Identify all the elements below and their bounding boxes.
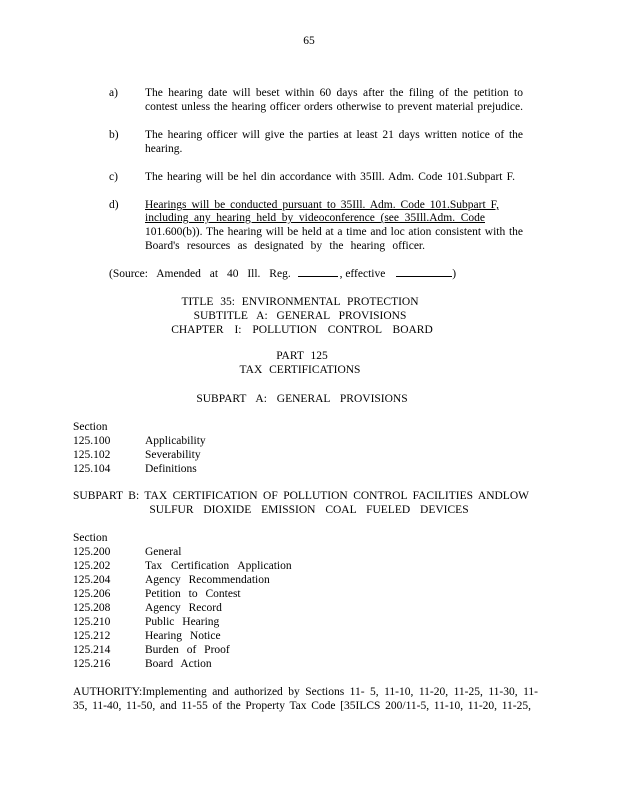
item-label-c: c)	[109, 171, 118, 183]
item-b-line-2: hearing.	[145, 143, 183, 155]
item-b-line-1: The hearing officer will give the parties at least 21 days written notice of the	[145, 129, 523, 141]
toc-title-202: Tax Certification Application	[145, 560, 292, 572]
toc-title-100: Applicability	[145, 435, 206, 447]
toc-num-104: 125.104	[73, 463, 111, 475]
toc-title-204: Agency Recommendation	[145, 574, 270, 586]
source-suffix: )	[452, 268, 457, 280]
authority-line-1: AUTHORITY:Implementing and authorized by Sections 11- 5, 11-10, 11-20, 11-25, 11-30, 11-	[73, 686, 538, 698]
toc-title-102: Severability	[145, 449, 201, 461]
toc-num-210: 125.210	[73, 616, 111, 628]
title-heading: TITLE 35: ENVIRONMENTAL PROTECTION	[181, 296, 419, 308]
item-a-line-1: The hearing date will beset within 60 days after the filing of the petition to	[145, 87, 523, 99]
source-prefix: (Source: Amended at 40 Ill. Reg.	[109, 268, 291, 280]
item-label-d: d)	[109, 199, 119, 211]
item-a-line-2: contest unless the hearing officer orders otherwise to prevent material prejudice.	[145, 101, 523, 113]
toc-title-214: Burden of Proof	[145, 644, 230, 656]
item-label-b: b)	[109, 129, 119, 141]
toc-num-100: 125.100	[73, 435, 111, 447]
toc-num-214: 125.214	[73, 644, 111, 656]
subtitle-heading: SUBTITLE A: GENERAL PROVISIONS	[193, 310, 407, 322]
toc-num-206: 125.206	[73, 588, 111, 600]
authority-line-2: 35, 11-40, 11-50, and 11-55 of the Property Tax Code [35ILCS 200/11-5, 11-10, 11-20, 11-25,	[73, 700, 531, 712]
item-d-line-1: Hearings will be conducted pursuant to 35Ill. Adm. Code 101.Subpart F,	[145, 199, 499, 211]
item-d-line-4: Board's resources as designated by the hearing officer.	[145, 240, 425, 252]
toc-title-206: Petition to Contest	[145, 588, 241, 600]
section-label-b: Section	[73, 532, 108, 544]
toc-num-202: 125.202	[73, 560, 111, 572]
chapter-heading: CHAPTER I: POLLUTION CONTROL BOARD	[171, 324, 433, 336]
toc-title-216: Board Action	[145, 658, 212, 670]
toc-num-208: 125.208	[73, 602, 111, 614]
subpart-b-heading-line-2: SULFUR DIOXIDE EMISSION COAL FUELED DEVICES	[149, 504, 469, 516]
toc-title-208: Agency Record	[145, 602, 222, 614]
page-number: 65	[303, 35, 315, 47]
item-d-line-3: 101.600(b)). The hearing will be held at a time and loc ation consistent with the	[145, 226, 523, 238]
source-blank-1	[298, 276, 338, 277]
toc-num-212: 125.212	[73, 630, 111, 642]
section-label-a: Section	[73, 421, 108, 433]
toc-num-204: 125.204	[73, 574, 111, 586]
item-label-a: a)	[109, 87, 118, 99]
toc-title-210: Public Hearing	[145, 616, 220, 628]
toc-num-200: 125.200	[73, 546, 111, 558]
subpart-a-heading: SUBPART A: GENERAL PROVISIONS	[196, 393, 408, 405]
item-d-line-2: including any hearing held by videoconference (see 35Ill.Adm. Code	[145, 212, 485, 224]
source-note	[109, 268, 456, 280]
subpart-b-heading-line-1: SUBPART B: TAX CERTIFICATION OF POLLUTION CONTROL FACILITIES ANDLOW	[73, 490, 529, 502]
part-name-heading: TAX CERTIFICATIONS	[239, 364, 361, 376]
source-middle: , effective	[339, 268, 386, 280]
toc-title-200: General	[145, 546, 182, 558]
toc-title-104: Definitions	[145, 463, 197, 475]
toc-num-216: 125.216	[73, 658, 111, 670]
toc-num-102: 125.102	[73, 449, 111, 461]
source-blank-2	[396, 276, 452, 277]
toc-title-212: Hearing Notice	[145, 630, 221, 642]
part-heading: PART 125	[276, 350, 328, 362]
item-c-line-1: The hearing will be hel din accordance with 35Ill. Adm. Code 101.Subpart F.	[145, 171, 515, 183]
